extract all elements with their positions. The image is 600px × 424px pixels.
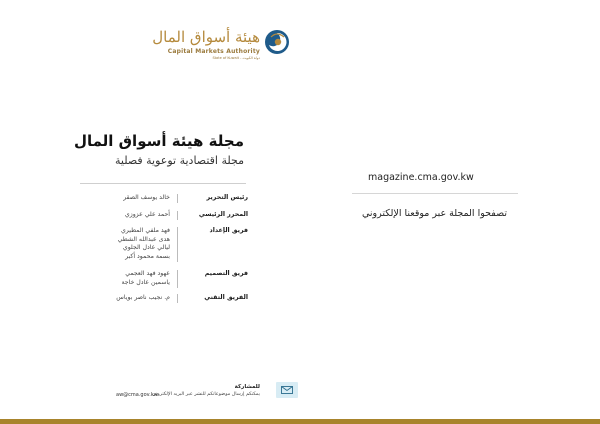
mail-icon (281, 386, 293, 394)
credit-separator (177, 227, 178, 262)
credit-name: أحمد علي عزوزي (124, 211, 170, 218)
credit-separator (177, 211, 178, 220)
credit-separator (177, 194, 178, 203)
credit-name: ياسمين عادل خاجة (121, 278, 170, 286)
credit-names (116, 294, 170, 303)
credit-role: فريق التصميم (204, 270, 248, 277)
magazine-title: مجلة هيئة أسواق المال (73, 132, 244, 150)
credit-names (121, 270, 170, 287)
credit-separator (177, 294, 178, 303)
title-divider (80, 183, 246, 184)
credit-name: خالد يوسف الصقر (123, 194, 170, 201)
credit-names (118, 227, 170, 261)
logo-english-name: Capital Markets Authority (167, 48, 260, 55)
magazine-subtitle: مجلة اقتصادية توعوية فصلية (114, 154, 244, 167)
contact-email-link[interactable]: aw@cma.gov.kw (116, 392, 158, 398)
credit-name: ليالي عادل الجلوي (122, 244, 170, 251)
mail-icon-box (276, 382, 298, 398)
cma-logo (152, 26, 290, 62)
credit-name: فهد ملفي المطيري (120, 227, 170, 234)
credit-name: هدى عبدالله الشطي (117, 235, 170, 243)
website-divider (352, 193, 518, 194)
credit-names (125, 211, 170, 220)
contact-block (110, 380, 310, 404)
credit-role: رئيس التحرير (206, 194, 248, 201)
credit-separator (177, 270, 178, 288)
credit-name: م. نجيب ناصر بوياس (116, 294, 170, 301)
footer-gold-bar (0, 419, 600, 424)
credit-role: فريق الإعداد (209, 227, 248, 234)
credit-role: الفريق التقني (204, 294, 248, 301)
cma-emblem-icon (264, 29, 290, 55)
credit-name: عهود فهد العجمي (125, 270, 170, 277)
contact-title: للمشاركة (234, 384, 260, 390)
website-url[interactable]: magazine.cma.gov.kw (368, 172, 474, 183)
credit-role: المحرر الرئيسي (198, 211, 248, 218)
website-tagline: تصفحوا المجلة عبر موقعنا الإلكتروني (362, 208, 507, 219)
logo-sub-name: State of Kuwait - دولة الكويت (212, 56, 260, 60)
credit-names (123, 194, 170, 203)
logo-arabic-name: هيئة أسواق المال (152, 28, 260, 46)
contact-body: يمكنكم إرسال موضوعاتكم للنشر عبر البريد الإلكتروني (152, 392, 260, 397)
credit-name: بسمة محمود أكبر (125, 252, 170, 260)
